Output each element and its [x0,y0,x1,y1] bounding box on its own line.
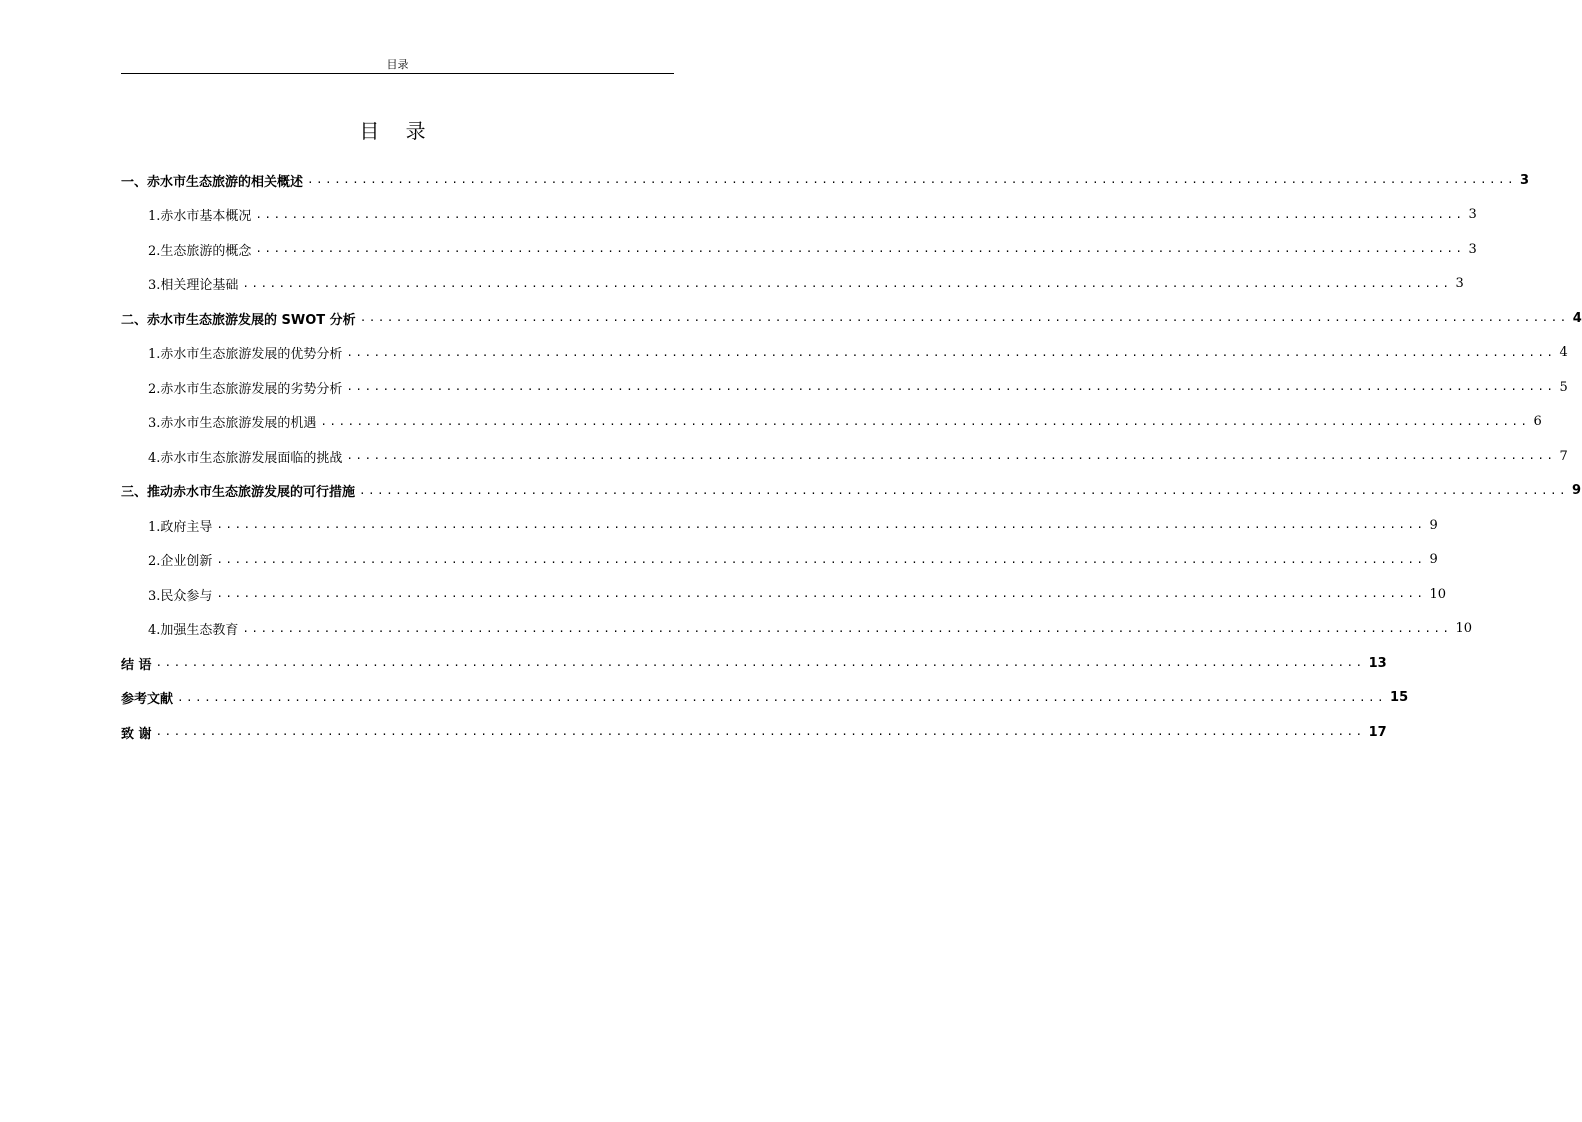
toc-entry[interactable] [148,272,1464,296]
toc-entry[interactable] [121,479,1582,503]
toc-entry-label: 一、赤水市生态旅游的相关概述 [121,174,304,190]
toc-entry-label: 2.企业创新 [148,554,213,569]
toc-entry-page: 3 [1468,207,1477,222]
toc-entry[interactable] [148,375,1568,399]
running-header: 目录 [386,58,409,71]
toc-entry-label: 4.赤水市生态旅游发展面临的挑战 [148,450,343,466]
toc-entry-label: 3.赤水市生态旅游发展的机遇 [148,416,317,431]
toc-entry-label: 致 谢 [121,726,152,742]
dot-leader: ...................................................................................................................................... [346,380,1556,393]
toc-entry-label: 1.政府主导 [148,519,213,535]
toc-title: 目 录 [359,119,436,143]
toc-entry[interactable] [148,444,1568,468]
toc-entry-page: 15 [1390,690,1409,705]
toc-entry-label: 2.赤水市生态旅游发展的劣势分析 [148,381,343,397]
toc-entry-page: 3 [1468,241,1477,257]
toc-entry[interactable] [148,341,1568,365]
dot-leader: ...................................................................................................................................... [242,621,1452,635]
dot-leader: ...................................................................................................................................... [359,311,1569,324]
toc-entry-page: 3 [1520,172,1530,188]
dot-leader: ...................................................................................................................................... [346,449,1556,462]
toc-entry[interactable] [148,410,1542,434]
toc-entry-page: 10 [1455,621,1472,636]
toc-entry-page: 9 [1429,517,1438,533]
toc-entry[interactable] [148,513,1438,537]
toc-entry-label: 2.生态旅游的概念 [148,243,252,259]
toc-entry-page: 6 [1533,414,1542,429]
toc-entry-page: 4 [1559,345,1568,360]
toc-entry-label: 参考文献 [121,692,174,707]
toc-entry-page: 9 [1429,552,1438,567]
toc-entry-page: 5 [1559,379,1568,395]
toc-entry[interactable] [148,237,1477,261]
dot-leader: ...................................................................................................................................... [216,518,1426,531]
dot-leader: ...................................................................................................................................... [177,690,1387,704]
toc-entry-label: 3.民众参与 [148,588,213,604]
toc-entry-label: 1.赤水市基本概况 [148,209,252,224]
toc-entry[interactable] [121,720,1387,744]
toc-entry[interactable] [148,548,1438,572]
toc-entry[interactable] [121,686,1409,710]
toc-entry-page: 7 [1559,448,1568,464]
toc-entry-label: 3.相关理论基础 [148,278,239,293]
toc-entry[interactable] [148,617,1472,641]
toc-entry-page: 9 [1572,483,1582,498]
toc-entry-label: 三、推动赤水市生态旅游发展的可行措施 [121,485,356,500]
toc-entry[interactable] [121,306,1582,330]
toc-entry-label: 结 语 [121,657,152,673]
dot-leader: ...................................................................................................................................... [216,552,1426,566]
toc-entry[interactable] [148,203,1477,227]
toc-entry-page: 4 [1572,310,1582,326]
toc-entry-page: 17 [1368,724,1387,740]
dot-leader: ...................................................................................................................................... [255,242,1465,255]
toc-entry-page: 10 [1429,586,1446,602]
dot-leader: ...................................................................................................................................... [242,276,1452,290]
toc-entry-page: 3 [1455,276,1464,291]
toc-entry-label: 1.赤水市生态旅游发展的优势分析 [148,347,343,362]
toc-entry[interactable] [121,168,1530,192]
dot-leader: ...................................................................................................................................... [307,173,1517,186]
toc-entry[interactable] [121,651,1387,675]
dot-leader: ...................................................................................................................................... [216,587,1426,600]
toc-entry-label: 4.加强生态教育 [148,623,239,638]
dot-leader: ...................................................................................................................................... [155,656,1365,669]
dot-leader: ...................................................................................................................................... [255,207,1465,221]
dot-leader: ...................................................................................................................................... [359,483,1569,497]
dot-leader: ...................................................................................................................................... [155,725,1365,738]
toc-entry[interactable] [148,582,1446,606]
toc-entry-page: 13 [1368,655,1387,671]
dot-leader: ...................................................................................................................................... [320,414,1530,428]
header-rule [121,73,674,74]
toc-entry-label: 二、赤水市生态旅游发展的 SWOT 分析 [121,312,356,328]
dot-leader: ...................................................................................................................................... [346,345,1556,359]
